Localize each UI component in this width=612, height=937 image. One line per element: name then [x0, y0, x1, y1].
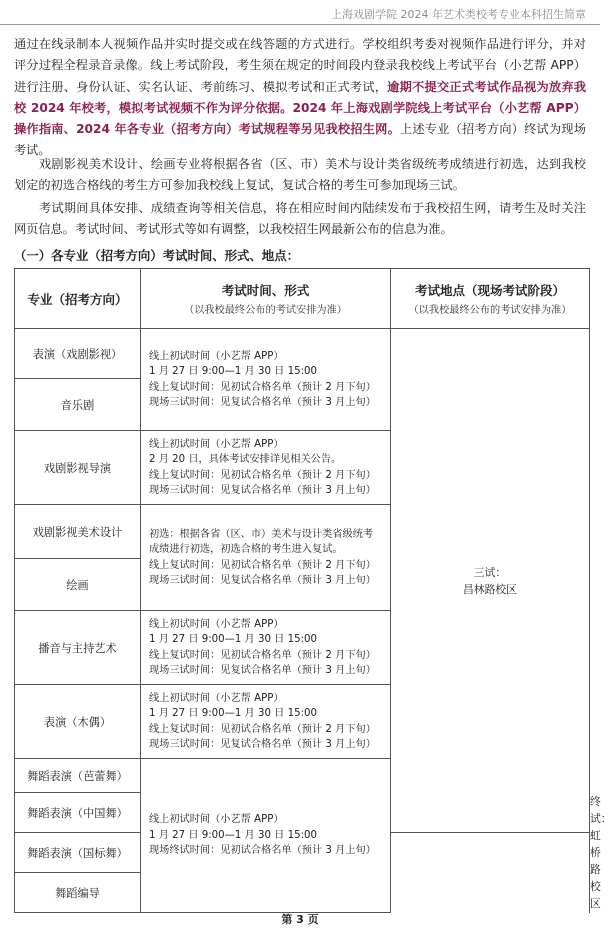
- header-place: [391, 269, 590, 329]
- intro-p1-text-a: 通过在线录制本人视频作品并实时提交或在线答题的方式进行。学校组织考委对视频作品进行评分，并对评分过程全程录音录像。线上考试阶段，考生须在规定的时间段内登录我校线上考试平台（小艺帮 APP）进行注册、身份认证、实名认证、考前练习、模拟考试和正式考试，: [14, 37, 586, 94]
- major-chinese-dance: 舞蹈表演（中国舞）: [15, 793, 141, 833]
- intro-paragraph-3: 考试期间具体安排、成绩查询等相关信息，将在相应时间内陆续发布于我校招生网，请考生及时关注网页信息。考试时间、考试形式等如有调整，以我校招生网最新公布的信息为准。: [14, 201, 586, 237]
- header-time: [141, 269, 391, 329]
- place-campus-changlin: 昌林路校区: [463, 582, 517, 596]
- header-time-title: 考试时间、形式: [221, 283, 310, 298]
- table-row: [15, 329, 590, 379]
- major-ballroom: 舞蹈表演（国标舞）: [15, 833, 141, 873]
- time-cell-g2: 线上初试时间（小艺帮 APP） 2 月 20 日，具体考试安排详见相关公告。 线上复试时间：见初试合格名单（预计 2 月下旬） 现场三试时间：见复试合格名单（预计 3 月上旬）: [141, 431, 391, 505]
- header-major: 专业（招考方向）: [15, 269, 141, 329]
- major-musical: 音乐剧: [15, 379, 141, 431]
- header-title: 上海戏剧学院 2024 年艺术类校考专业本科招生简章: [331, 8, 586, 21]
- header-place-title: 考试地点（现场考试阶段）: [414, 283, 565, 298]
- table-header-row: [15, 269, 590, 329]
- page-header: [0, 0, 600, 25]
- major-acting-film: 表演（戏剧影视）: [15, 329, 141, 379]
- time-cell-g3: 初选：根据各省（区、市）美术与设计类省级统考 成绩进行初选，初选合格的考生进入复试。 线上复试时间：见初试合格名单（预计 2 月下旬） 现场三试时间：见复试合格名单（预计 3 月上旬）: [141, 505, 391, 611]
- place-stage-3: 三试：: [473, 565, 507, 579]
- intro-paragraph-2: 戏剧影视美术设计、绘画专业将根据各省（区、市）美术与设计类省级统考成绩进行初选，达到我校划定的初选合格线的考生方可参加我校线上复试，复试合格的考生可参加现场三试。: [14, 157, 586, 193]
- intro-p1-highlight: 逾期不提交正式考试作品视为放弃我校 2024 年校考，模拟考试视频不作为评分依据。2024 年上海戏剧学院线上考试平台（小艺帮 APP）操作指南、2024 年各专业（招考方向）考试规程等另见我校招生网。: [14, 79, 587, 137]
- intro-paragraph-1: [14, 34, 586, 162]
- major-directing: 戏剧影视导演: [15, 431, 141, 505]
- major-choreography: 舞蹈编导: [15, 873, 141, 913]
- major-ballet: 舞蹈表演（芭蕾舞）: [15, 759, 141, 793]
- place-cell-changlin: [391, 329, 590, 833]
- header-place-note: （以我校最终公布的考试安排为准）: [408, 305, 572, 316]
- exam-schedule-table: [14, 268, 612, 913]
- table-row: 舞蹈表演（中国舞） 终试： 虹桥路校区: [15, 793, 590, 833]
- major-art-design: 戏剧影视美术设计: [15, 505, 141, 559]
- intro-p1-text-c: 上述专业（招考方向）终试为现场考试。: [14, 122, 586, 158]
- time-cell-g4: 线上初试时间（小艺帮 APP） 1 月 27 日 9:00—1 月 30 日 15:00 线上复试时间：见初试合格名单（预计 2 月下旬） 现场三试时间：见复试合格名单（预计 3 月上旬）: [141, 611, 391, 685]
- time-cell-g5: 线上初试时间（小艺帮 APP） 1 月 27 日 9:00—1 月 30 日 15:00 线上复试时间：见初试合格名单（预计 2 月下旬） 现场三试时间：见复试合格名单（预计 3 月上旬）: [141, 685, 391, 759]
- time-cell-g6: 线上初试时间（小艺帮 APP） 1 月 27 日 9:00—1 月 30 日 15:00 现场终试时间：见初试合格名单（预计 3 月上旬）: [141, 759, 391, 913]
- major-broadcasting: 播音与主持艺术: [15, 611, 141, 685]
- major-puppet: 表演（木偶）: [15, 685, 141, 759]
- time-cell-g1: 线上初试时间（小艺帮 APP） 1 月 27 日 9:00—1 月 30 日 15:00 线上复试时间：见初试合格名单（预计 2 月下旬） 现场三试时间：见复试合格名单（预计 3 月上旬）: [141, 329, 391, 431]
- page-number: 第 3 页: [281, 913, 319, 926]
- header-time-note: （以我校最终公布的考试安排为准）: [184, 305, 347, 316]
- major-painting: 绘画: [15, 559, 141, 611]
- section-title: （一）各专业（招考方向）考试时间、形式、地点：: [14, 248, 299, 263]
